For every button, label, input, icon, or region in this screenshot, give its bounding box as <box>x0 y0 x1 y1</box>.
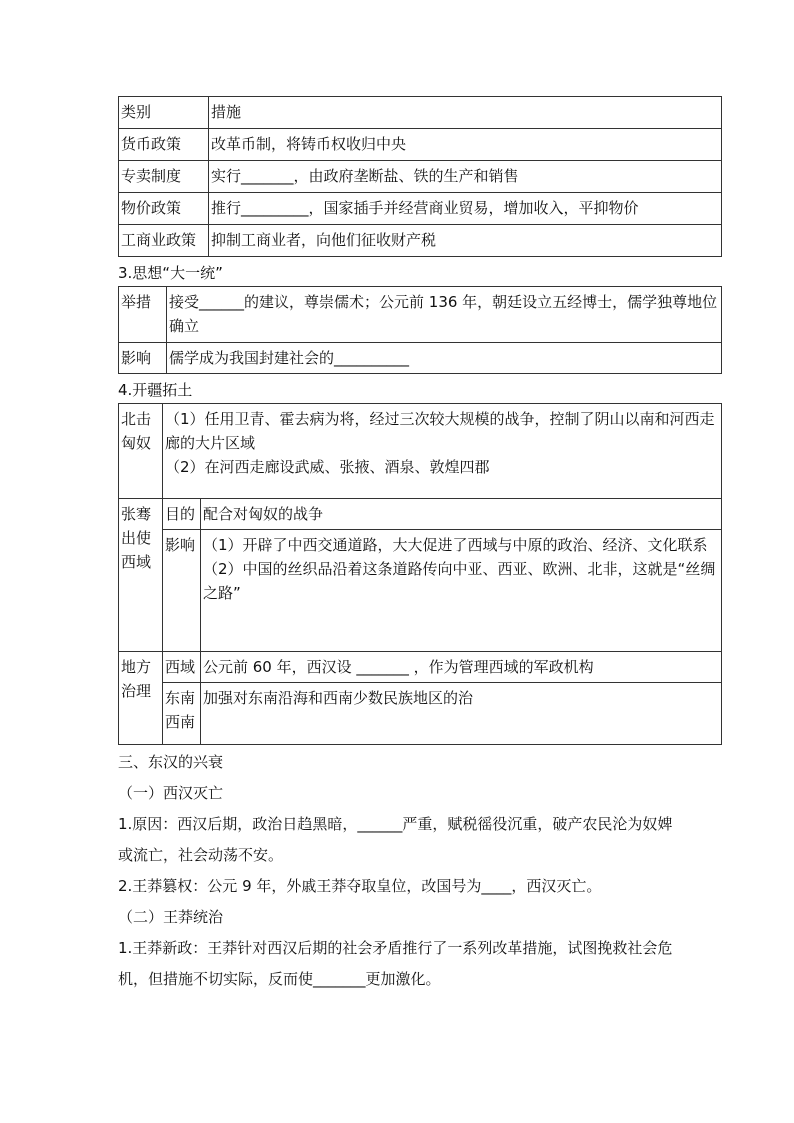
paragraph: 1.原因：西汉后期，政治日趋黑暗，______严重，赋税徭役沉重，破产农民沦为奴婢或流亡，社会动荡不安。 <box>118 815 673 864</box>
table-cell: 东南西南 <box>163 683 201 745</box>
table-cell <box>201 530 722 652</box>
ideology-table <box>118 286 722 374</box>
table-row <box>119 97 722 129</box>
sub-heading: （一）西汉灭亡 <box>118 784 224 802</box>
table-row <box>119 129 722 161</box>
table-row <box>119 225 722 257</box>
paragraph: 2.王莽篡权：公元 9 年，外戚王莽夺取皇位，改国号为____，西汉灭亡。 <box>118 877 602 895</box>
table-cell: 影响 <box>163 530 201 652</box>
part-title: 三、东汉的兴衰 <box>118 753 224 771</box>
table-row <box>119 404 722 499</box>
table-row <box>119 683 722 745</box>
text-line: （2）中国的丝织品沿着这条道路传向中亚、西亚、欧洲、北非，这就是“丝绸之路” <box>203 560 716 602</box>
table-cell: 实行_______，由政府垄断盐、铁的生产和销售 <box>209 161 722 193</box>
table-row <box>119 161 722 193</box>
table-cell: 举措 <box>119 287 167 343</box>
text-line: （2）在河西走廊设武威、张掖、酒泉、敦煌四郡 <box>165 458 490 476</box>
table-row <box>119 287 722 343</box>
table-row <box>119 499 722 530</box>
table-cell: 北击匈奴 <box>119 404 163 499</box>
table-cell: 地方治理 <box>119 652 163 745</box>
expansion-table <box>118 403 722 745</box>
table-cell: 儒学成为我国封建社会的__________ <box>167 343 722 374</box>
text-line: （1）任用卫青、霍去病为将，经过三次较大规模的战争，控制了阴山以南和河西走廊的大片区域 <box>165 410 715 452</box>
table-cell: 改革币制，将铸币权收归中央 <box>209 129 722 161</box>
table-cell: 接受______的建议，尊崇儒术；公元前 136 年，朝廷设立五经博士，儒学独尊地位确立 <box>167 287 722 343</box>
table-cell: 工商业政策 <box>119 225 209 257</box>
table-cell: 公元前 60 年，西汉设 _______ ，作为管理西域的军政机构 <box>201 652 722 683</box>
paragraph: 1.王莽新政：王莽针对西汉后期的社会矛盾推行了一系列改革措施，试图挽救社会危机，但措施不切实际，反而使_______更加激化。 <box>118 939 673 988</box>
table-cell: 目的 <box>163 499 201 530</box>
policy-table <box>118 96 722 257</box>
table-row <box>119 193 722 225</box>
table-cell: 张骞出使西域 <box>119 499 163 652</box>
text-line: （1）开辟了中西交通道路，大大促进了西域与中原的政治、经济、文化联系 <box>203 536 708 554</box>
table-cell <box>163 404 722 499</box>
table-cell: 加强对东南沿海和西南少数民族地区的治 <box>201 683 722 745</box>
section-heading: 4.开疆拓土 <box>118 381 193 399</box>
table-cell: 货币政策 <box>119 129 209 161</box>
sub-heading: （二）王莽统治 <box>118 908 224 926</box>
table-row <box>119 343 722 374</box>
table-cell: 类别 <box>119 97 209 129</box>
document-page <box>118 96 722 995</box>
table-cell: 配合对匈奴的战争 <box>201 499 722 530</box>
table-cell: 西域 <box>163 652 201 683</box>
table-cell: 物价政策 <box>119 193 209 225</box>
table-row <box>119 652 722 683</box>
table-cell: 推行_________，国家插手并经营商业贸易，增加收入，平抑物价 <box>209 193 722 225</box>
table-cell: 影响 <box>119 343 167 374</box>
table-cell: 措施 <box>209 97 722 129</box>
table-cell: 抑制工商业者，向他们征收财产税 <box>209 225 722 257</box>
section-heading: 3.思想“大一统” <box>118 264 223 282</box>
table-cell: 专卖制度 <box>119 161 209 193</box>
table-row <box>119 530 722 652</box>
part-three <box>118 747 722 995</box>
